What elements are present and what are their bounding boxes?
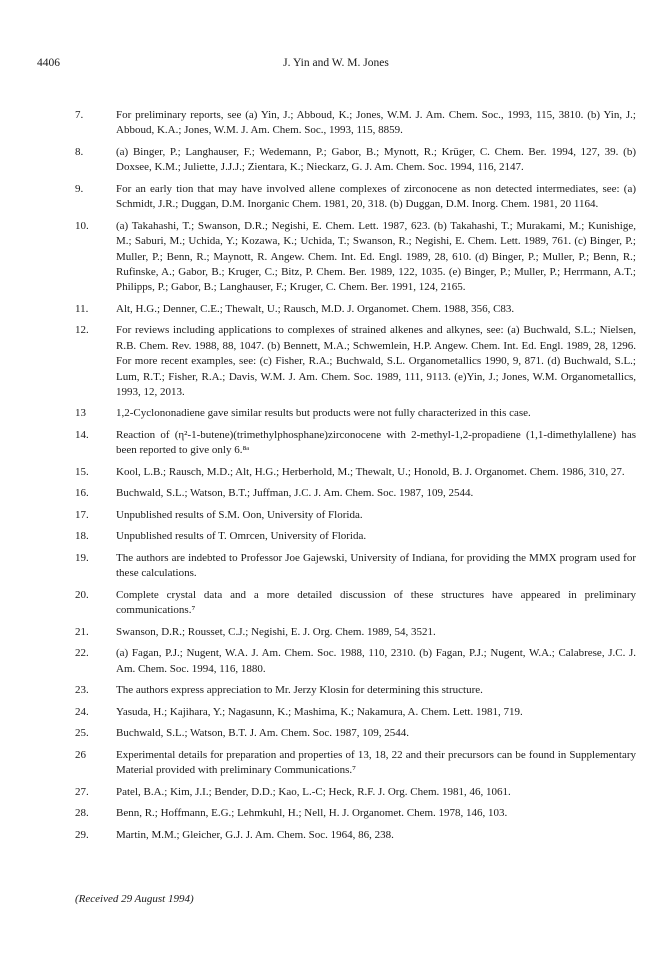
reference-item <box>0 625 672 640</box>
reference-number: 11. <box>75 302 89 315</box>
reference-item <box>0 428 672 459</box>
reference-number: 17. <box>75 508 89 521</box>
reference-item <box>0 145 672 176</box>
reference-number: 16. <box>75 487 89 500</box>
reference-number: 19. <box>75 551 89 564</box>
reference-text: Swanson, D.R.; Rousset, C.J.; Negishi, E. J. Org. Chem. 1989, 54, 3521. <box>116 625 436 638</box>
reference-text: Martin, M.M.; Gleicher, G.J. J. Am. Chem. Soc. 1964, 86, 238. <box>116 828 394 841</box>
reference-number: 22. <box>75 647 89 660</box>
reference-item <box>0 828 672 843</box>
reference-number: 20. <box>75 588 89 601</box>
reference-text: Alt, H.G.; Denner, C.E.; Thewalt, U.; Rausch, M.D. J. Organomet. Chem. 1988, 356, C83. <box>116 302 515 315</box>
reference-text: For reviews including applications to complexes of strained alkenes and alkynes, see: (a) Buchwald, S.L.; Nielsen, R.B. Chem. Rev. 1988, 88, 1047. (b) Bennett, M.A.; Schwemlein, H.P. Angew. Chem. Int. Ed. Engl. 1989, 28, 1296. For more recent examples, see: (c) Fisher, R.A.; Buchwald, S.L. Organometallics 1990, 9, 871. (d) Buchwald, S.L.; Lum, R.T.; Fisher, R.A.; Davis, W.M. J. Am. Chem. Soc. 1989, 111, 9113. (e)Yin, J.; Jones, W.M. Organometallics, 1993, 12, 2013. <box>116 324 636 398</box>
reference-item <box>0 465 672 480</box>
reference-item <box>0 219 672 296</box>
received-date: (Received 29 August 1994) <box>75 893 194 905</box>
reference-text: The authors are indebted to Professor Joe Gajewski, University of Indiana, for providing the MMX program used for these calculations. <box>116 551 636 580</box>
reference-text: Unpublished results of S.M. Oon, University of Florida. <box>116 508 363 521</box>
reference-item <box>0 646 672 677</box>
reference-text: Buchwald, S.L.; Watson, B.T. J. Am. Chem. Soc. 1987, 109, 2544. <box>116 727 409 740</box>
reference-text: (a) Binger, P.; Langhauser, F.; Wedemann, P.; Gabor, B.; Mynott, R.; Krüger, C. Chem. Ber. 1994, 127, 39. (b) Doxsee, K.M.; Juliette, J.J.J.; Zientara, K.; Nieckarz, G. J. Am. Chem. Soc. 1994, 116, 2147. <box>116 145 636 174</box>
reference-item <box>0 785 672 800</box>
reference-text: Buchwald, S.L.; Watson, B.T.; Juffman, J.C. J. Am. Chem. Soc. 1987, 109, 2544. <box>116 487 474 500</box>
reference-item <box>0 182 672 213</box>
reference-text: (a) Fagan, P.J.; Nugent, W.A. J. Am. Chem. Soc. 1988, 110, 2310. (b) Fagan, P.J.; Nugent, W.A.; Calabrese, J.C. J. Am. Chem. Soc. 1994, 116, 1880. <box>116 647 636 675</box>
reference-number: 28. <box>75 807 89 819</box>
reference-item <box>0 748 672 779</box>
page-number: 4406 <box>37 57 60 69</box>
reference-number: 15. <box>75 465 89 478</box>
reference-item <box>0 406 672 421</box>
reference-number: 7. <box>75 109 84 121</box>
reference-text: Kool, L.B.; Rausch, M.D.; Alt, H.G.; Herberhold, M.; Thewalt, U.; Honold, B. J. Organomet. Chem. 1986, 310, 27. <box>116 465 625 478</box>
reference-item <box>0 529 672 544</box>
reference-text: The authors express appreciation to Mr. Jerzy Klosin for determining this structure. <box>116 684 483 697</box>
reference-number: 29. <box>75 828 89 841</box>
reference-number: 23. <box>75 684 89 697</box>
reference-number: 25. <box>75 727 89 740</box>
reference-number: 26 <box>75 748 86 761</box>
reference-item <box>0 806 672 821</box>
reference-item <box>0 551 672 582</box>
reference-number: 21. <box>75 625 89 638</box>
reference-item <box>0 726 672 741</box>
reference-number: 14. <box>75 428 89 441</box>
running-title: J. Yin and W. M. Jones <box>283 57 389 69</box>
reference-item <box>0 323 672 400</box>
reference-item <box>0 705 672 720</box>
reference-text: Benn, R.; Hoffmann, E.G.; Lehmkuhl, H.; Nell, H. J. Organomet. Chem. 1978, 146, 103. <box>116 807 508 819</box>
reference-item <box>0 508 672 523</box>
reference-item <box>0 486 672 501</box>
reference-number: 10. <box>75 219 89 232</box>
reference-item <box>0 302 672 317</box>
reference-number: 9. <box>75 182 84 195</box>
reference-text: 1,2-Cyclononadiene gave similar results but products were not fully characterized in this case. <box>116 407 531 420</box>
page-header <box>0 57 672 73</box>
reference-item <box>0 683 672 698</box>
reference-item <box>0 108 672 139</box>
reference-number: 18. <box>75 530 89 543</box>
reference-text: Unpublished results of T. Omrcen, University of Florida. <box>116 530 367 543</box>
references-list <box>0 108 672 849</box>
reference-text: Experimental details for preparation and properties of 13, 18, 22 and their precursors can be found in Supplementary Material provided with preliminary Communications.⁷ <box>116 748 636 776</box>
reference-text: (a) Takahashi, T.; Swanson, D.R.; Negishi, E. Chem. Lett. 1987, 623. (b) Takahashi, T.; Murakami, M.; Kunishige, M.; Saburi, M.; Uchida, Y.; Kozawa, K.; Uchida, T.; Swanson, R.; Negishi, E. Chem. Lett. 1989, 761. (c) Binger, P.; Muller, P.; Benn, R.; Maynott, R. Angew. Chem. Int. Ed. Engl. 1989, 28, 610. (d) Binger, P.; Muller, P.; Benn, R.; Rufinske, A.; Gabor, B.; Kruger, C.; Bitz, P. Chem. Ber. 1989, 122, 1035. (e) Binger, P.; Muller, P.; Herrmann, A.T.; Philipps, P.; Gabor, B.; Langhauser, F.; Kruger, C. Chem. Ber. 1991, 124, 2165. <box>116 219 636 294</box>
reference-number: 24. <box>75 705 89 718</box>
reference-number: 13 <box>75 407 86 420</box>
reference-text: For an early tion that may have involved allene complexes of zirconocene as non detected intermediates, see: (a) Schmidt, J.R.; Duggan, D.M. Inorganic Chem. 1981, 20, 318. (b) Duggan, D.M. Inorg. Chem. 1981, 20 1164. <box>116 182 636 211</box>
reference-number: 27. <box>75 785 89 798</box>
reference-number: 12. <box>75 324 89 337</box>
reference-item <box>0 588 672 619</box>
reference-text: Complete crystal data and a more detailed discussion of these structures have appeared in preliminary communications.⁷ <box>116 588 636 617</box>
reference-text: Patel, B.A.; Kim, J.I.; Bender, D.D.; Kao, L.-C; Heck, R.F. J. Org. Chem. 1981, 46, 1061. <box>116 785 511 798</box>
reference-text: Reaction of (η²-1-butene)(trimethylphosphane)zirconocene with 2-methyl-1,2-propadiene (1,1-dimethylallene) has been reported to give only 6.⁸ᵃ <box>116 428 636 457</box>
reference-text: Yasuda, H.; Kajihara, Y.; Nagasunn, K.; Mashima, K.; Nakamura, A. Chem. Lett. 1981, 719. <box>116 705 523 718</box>
reference-number: 8. <box>75 145 84 158</box>
reference-text: For preliminary reports, see (a) Yin, J.; Abboud, K.; Jones, W.M. J. Am. Chem. Soc., 1993, 115, 3810. (b) Yin, J.; Abboud, K.A.; Jones, W.M. J. Am. Chem. Soc., 1993, 115, 8859. <box>116 109 636 137</box>
